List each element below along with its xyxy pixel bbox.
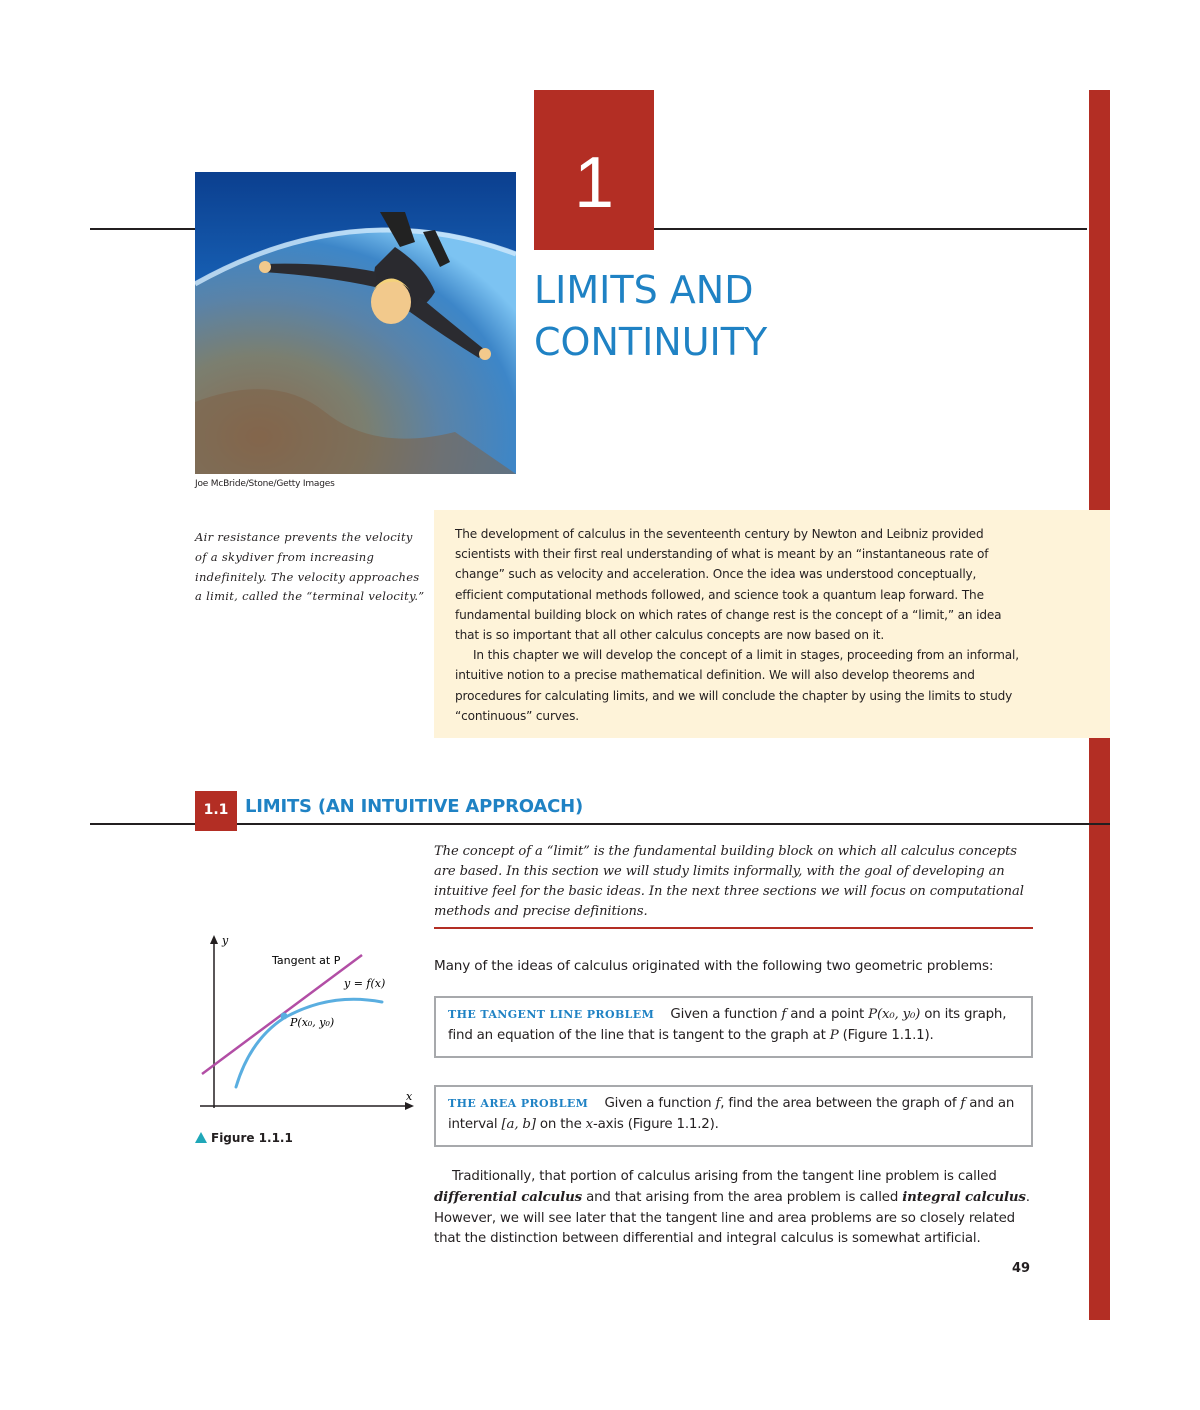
term-integral-calculus: integral calculus: [902, 1189, 1026, 1206]
x-axis-arrow-icon: [405, 1102, 414, 1110]
section-rule-right: [236, 823, 1110, 825]
area-f2: f: [960, 1096, 966, 1111]
point-P: [281, 1013, 288, 1020]
intro-paragraph-2: In this chapter we will develop the concept of a limit in stages, proceeding from an informal, intuitive notion to a precise mathematical definition. We will also develop theorems and procedures for calculating limits, and we will conclude the chapter by using the limits to study “continuous” curves.: [455, 648, 1019, 723]
area-problem-label: THE AREA PROBLEM: [448, 1097, 589, 1110]
section-intro: The concept of a “limit” is the fundamental building block on which all calculus concepts are based. In this section we will study limits informally, with the goal of developing an intuitive feel for the basic ideas. In the next three sections we will focus on computational methods and precise definitions.: [434, 844, 1024, 919]
page-number: 49: [1012, 1261, 1031, 1276]
chapter-title: [534, 264, 864, 368]
x-axis-label: x: [406, 1090, 413, 1103]
chapter-number: 1: [573, 143, 615, 223]
tangent-f: f: [781, 1007, 787, 1022]
tangent-point: P(x₀, y₀): [868, 1007, 921, 1022]
term-differential-calculus: differential calculus: [434, 1189, 582, 1206]
many-ideas-text: Many of the ideas of calculus originated with the following two geometric problems:: [434, 958, 994, 974]
area-text-1: Given a function: [604, 1096, 716, 1111]
y-axis-label: y: [222, 934, 229, 947]
area-x: x: [585, 1116, 594, 1132]
area-interval: [a, b]: [501, 1116, 536, 1132]
top-rule-left: [90, 228, 196, 230]
closing-text: [434, 1167, 1034, 1249]
section-intro-divider: [434, 927, 1033, 929]
area-problem-box: [434, 1085, 1033, 1147]
area-text-2: , find the area between the graph of: [720, 1096, 961, 1111]
figure-label-text: Figure 1.1.1: [211, 1131, 293, 1145]
area-text-3: and an interval: [448, 1096, 1015, 1132]
figure-1-1-1: [190, 930, 420, 1130]
function-curve: [236, 999, 382, 1087]
margin-bar-top: [1089, 90, 1110, 510]
tangent-text-2: and a point: [786, 1007, 869, 1022]
tangent-text-4: (Figure 1.1.1).: [838, 1027, 934, 1043]
closing-text-3: . However, we will see later that the tangent line and area problems are so closely related that the distinction between differential and integral calculus is somewhat artificial.: [434, 1190, 1030, 1246]
closing-text-2: and that arising from the area problem is called: [581, 1190, 903, 1206]
chapter-title-line2: CONTINUITY: [534, 320, 768, 364]
skydiver-photo: [195, 172, 516, 474]
figure-caption: [195, 1131, 293, 1145]
photo-credit: Joe McBride/Stone/Getty Images: [195, 479, 335, 489]
area-problem-text: [448, 1094, 1030, 1135]
area-text-4: on the: [535, 1116, 586, 1132]
tangent-line-problem-label: THE TANGENT LINE PROBLEM: [448, 1008, 655, 1021]
intro-text: [455, 524, 1025, 726]
curve-label: y = f(x): [344, 977, 386, 990]
tangent-line-problem-box: [434, 996, 1033, 1058]
margin-bar-bottom: [1089, 738, 1110, 1320]
section-rule-left: [90, 823, 196, 825]
y-axis-arrow-icon: [210, 935, 218, 944]
tangent-text-3: on its graph, find an equation of the line that is tangent to the graph at: [448, 1007, 1007, 1043]
photo-caption: Air resistance prevents the velocity of a skydiver from increasing indefinitely. The velocity approaches a limit, called the “terminal velocity.”: [195, 530, 425, 604]
point-label: P(x₀, y₀): [290, 1016, 335, 1029]
section-number: 1.1: [203, 802, 229, 818]
top-rule-right: [654, 228, 1087, 230]
closing-text-1: Traditionally, that portion of calculus arising from the tangent line problem is called: [452, 1169, 997, 1184]
area-text-5: -axis (Figure 1.1.2).: [593, 1116, 719, 1132]
chapter-title-line1: LIMITS AND: [534, 268, 754, 312]
intro-paragraph-1: The development of calculus in the seventeenth century by Newton and Leibniz provided scientists with their first real understanding of what is meant by an “instantaneous rate of change” such as velocity and acceleration. Once the idea was understood conceptually, efficient computational methods followed, and science took a quantum leap forward. The fundamental building block on which rates of change rest is the concept of a “limit,” an idea that is so important that all other calculus concepts are now based on it.: [455, 527, 1002, 643]
tangent-label: Tangent at P: [272, 954, 341, 967]
tangent-P: P: [829, 1027, 839, 1043]
area-f1: f: [715, 1096, 721, 1111]
figure-triangle-icon: [195, 1132, 207, 1143]
tangent-text-1: Given a function: [670, 1007, 782, 1022]
tangent-line-problem-text: [448, 1005, 1030, 1046]
section-title: LIMITS (AN INTUITIVE APPROACH): [245, 796, 584, 817]
skydiver-photo-image: [195, 172, 516, 474]
closing-paragraph: [434, 1167, 1034, 1249]
